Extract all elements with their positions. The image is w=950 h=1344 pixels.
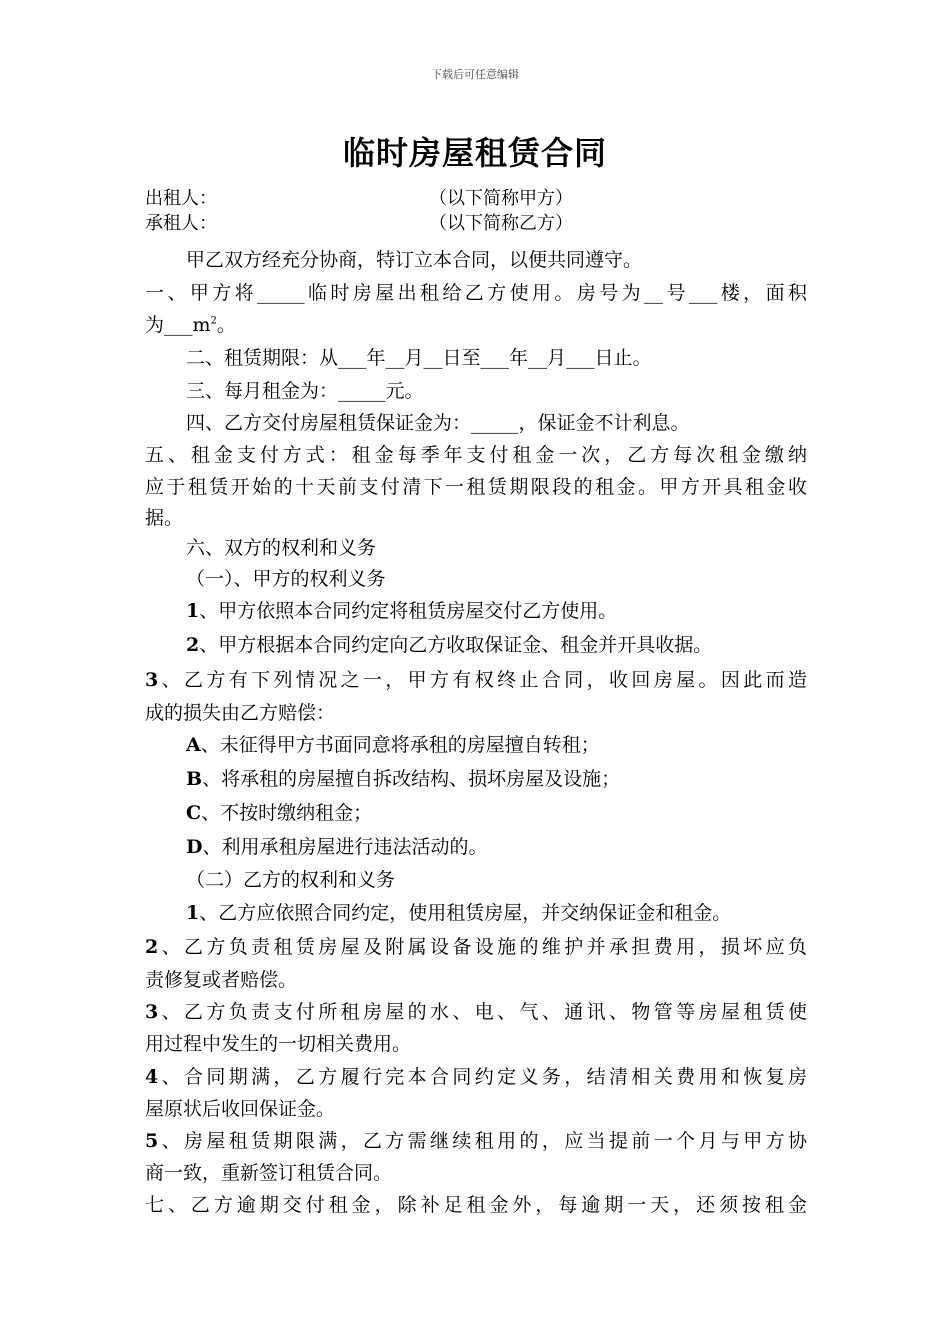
list-marker: 3 — [145, 669, 159, 691]
clause-5-line-3: 据。 — [145, 507, 184, 529]
party-b-item-2-line-2: 责修复或者赔偿。 — [145, 969, 298, 991]
list-marker: 2 — [145, 936, 159, 958]
list-marker: B — [186, 768, 203, 790]
party-a-item-2: 2、甲方根据本合同约定向乙方收取保证金、租金并开具收据。 — [186, 634, 713, 656]
list-marker: 1 — [186, 902, 200, 924]
intro-paragraph: 甲乙双方经充分协商，特订立本合同，以便共同遵守。 — [186, 249, 643, 271]
clause-1-area-prefix: 为___m — [145, 314, 211, 336]
clause-1-area-suffix: 。 — [216, 314, 236, 336]
list-marker: 2 — [186, 634, 200, 656]
party-b-item-4-line-1: 4、合同期满，乙方履行完本合同约定义务，结清相关费用和恢复房 — [145, 1066, 807, 1088]
party-b-item-5-line-1: 5、房屋租赁期限满，乙方需继续租用的，应当提前一个月与甲方协 — [145, 1130, 807, 1152]
list-marker: 1 — [186, 600, 200, 622]
party-a-sub-c: C、不按时缴纳租金； — [186, 802, 373, 824]
party-a-heading: （一）、甲方的权利义务 — [186, 568, 386, 590]
list-marker: 3 — [145, 1001, 159, 1023]
party-b-item-1: 1、乙方应依照合同约定，使用租赁房屋，并交纳保证金和租金。 — [186, 902, 732, 924]
party-a-sub-a: A、未征得甲方书面同意将承租的房屋擅自转租； — [186, 734, 600, 756]
clause-1-area-superscript: 2 — [210, 315, 217, 327]
document-title: 临时房屋租赁合同 — [342, 134, 607, 172]
lessor-line — [145, 186, 805, 212]
party-a-sub-d: D、利用承租房屋进行违法活动的。 — [186, 836, 488, 858]
party-b-item-5-line-2: 商一致，重新签订租赁合同。 — [145, 1162, 393, 1184]
list-marker: 5 — [145, 1130, 159, 1152]
party-b-item-3-line-2: 用过程中发生的一切相关费用。 — [145, 1033, 412, 1055]
party-a-sub-b: B、将承租的房屋擅自拆改结构、损坏房屋及设施； — [186, 768, 621, 790]
party-a-item-1: 1、甲方依照本合同约定将租赁房屋交付乙方使用。 — [186, 600, 618, 622]
lessor-note: （以下简称甲方） — [429, 188, 573, 209]
party-a-item-3-line-1: 3、乙方有下列情况之一，甲方有权终止合同，收回房屋。因此而造 — [145, 669, 807, 691]
lessor-label: 出租人： — [145, 188, 217, 209]
list-marker: D — [186, 836, 203, 858]
clause-4: 四、乙方交付房屋租赁保证金为：_____，保证金不计利息。 — [186, 412, 690, 434]
clause-7-line-1: 七、乙方逾期交付租金，除补足租金外，每逾期一天，还须按租金 — [145, 1194, 807, 1216]
lessee-line — [145, 211, 805, 237]
party-a-item-3-line-2: 成的损失由乙方赔偿： — [145, 702, 336, 724]
header-note: 下载后可任意编辑 — [431, 68, 519, 81]
clause-1-line-1: 一、甲方将_____临时房屋出租给乙方使用。房号为__号___楼，面积 — [145, 282, 807, 304]
clause-5-line-2: 应于租赁开始的十天前支付清下一租赁期限段的租金。甲方开具租金收 — [145, 476, 807, 498]
clause-5-line-1: 五、租金支付方式：租金每季年支付租金一次，乙方每次租金缴纳 — [145, 444, 807, 466]
lessee-note: （以下简称乙方） — [429, 213, 573, 234]
clause-2: 二、租赁期限：从___年__月__日至___年__月___日止。 — [186, 347, 652, 369]
party-b-heading: （二）乙方的权利和义务 — [186, 869, 396, 891]
lessee-label: 承租人： — [145, 213, 217, 234]
party-b-item-2-line-1: 2、乙方负责租赁房屋及附属设备设施的维护并承担费用，损坏应负 — [145, 936, 807, 958]
clause-6-heading: 六、双方的权利和义务 — [186, 537, 377, 559]
list-marker: C — [186, 802, 202, 824]
party-b-item-3-line-1: 3、乙方负责支付所租房屋的水、电、气、通讯、物管等房屋租赁使 — [145, 1001, 807, 1023]
clause-1-line-2 — [145, 312, 236, 338]
list-marker: A — [186, 734, 201, 756]
party-b-item-4-line-2: 屋原状后收回保证金。 — [145, 1098, 336, 1120]
list-marker: 4 — [145, 1066, 159, 1088]
clause-3: 三、每月租金为：_____元。 — [186, 380, 424, 402]
